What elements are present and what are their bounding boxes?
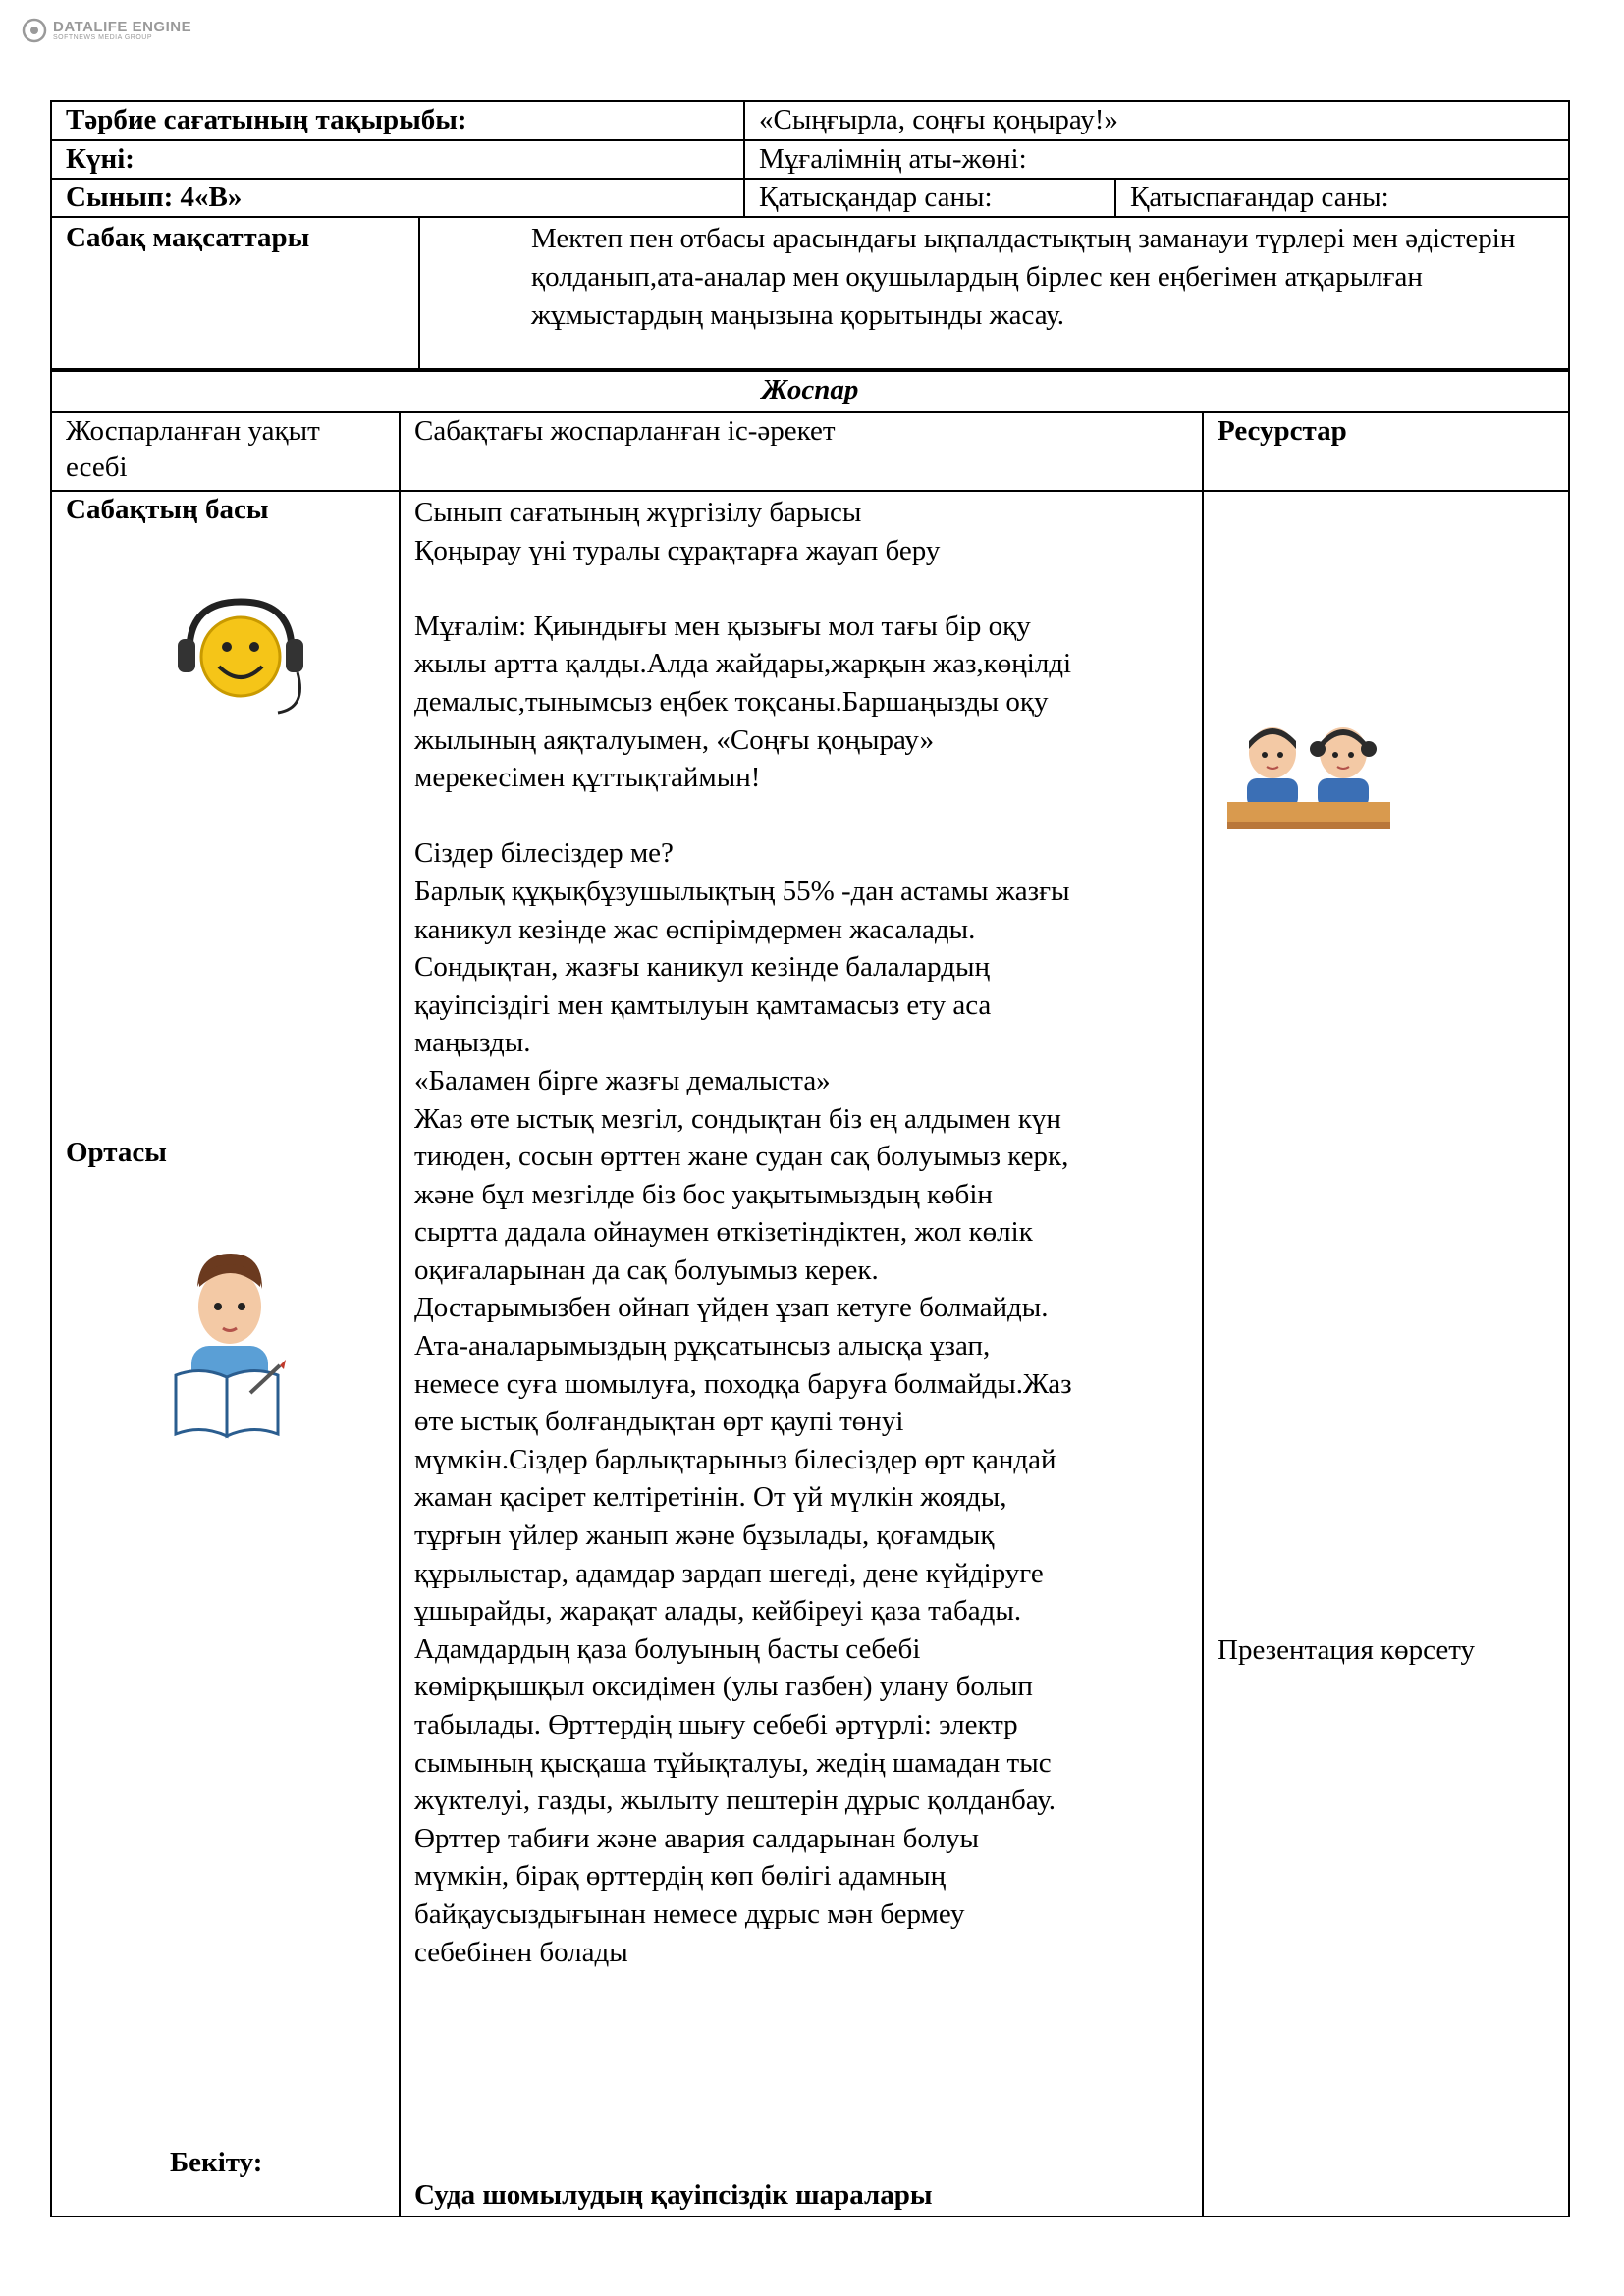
activity-line: және бұл мезгілде біз бос уақытымыздың көбін [414, 1178, 993, 1210]
activity-line: табылады. Өрттердің шығу себебі әртүрлі: электр [414, 1709, 1018, 1740]
activity-line: Сынып сағатының жүргізілу барысы [414, 497, 862, 528]
activity-line: байқаусыздығынан немесе дұрыс мән бермеу [414, 1897, 965, 1930]
activity-line: Достарымызбен ойнап үйден ұзап кетуге болмайды. [414, 1292, 1049, 1324]
activity-line: қауіпсіздігі мен қамтылуын қамтамасыз ету аса [414, 988, 992, 1021]
date-label: Күні: [51, 140, 744, 179]
column-header-resources: Ресурстар [1203, 412, 1569, 491]
topic-value: «Сыңғырла, соңғы қоңырау!» [744, 101, 1569, 140]
activity-line: сыртта дадала ойнаумен өткізетіндіктен, жол көлік [414, 1216, 1033, 1249]
goals-label: Сабақ мақсаттары [51, 217, 419, 369]
column-header-time: Жоспарланған уақыт есебі [51, 412, 400, 491]
lesson-plan-table [50, 370, 1570, 2217]
teacher-label: Мұғалімнің аты-жөні: [744, 140, 1569, 179]
activity-line: Сондықтан, жазғы каникул кезінде балалардың [414, 951, 990, 984]
activity-line: Қоңырау үні туралы сұрақтарға жауап беру [414, 534, 941, 566]
activity-line: сымының қысқаша тұйықталуы, жедің шамадан тыс [414, 1746, 1052, 1779]
activity-line: құрылыстар, адамдар зардап шегеді, дене күйдіруге [414, 1557, 1044, 1589]
watermark-name: DATALIFE ENGINE [53, 18, 192, 35]
stages-column [51, 491, 400, 2216]
activity-line: оқиғаларынан да сақ болуымыз керек. [414, 1254, 879, 1286]
activity-line [414, 797, 1188, 835]
activity-line: себебінен болады [414, 1936, 628, 1968]
activity-line: жылы артта қалды.Алда жайдары,жарқын жаз,көңілді [414, 648, 1072, 680]
present-count-label: Қатысқандар саны: [744, 179, 1115, 217]
activity-line: мүмкін, бірақ өрттердің көп бөлігі адамның [414, 1860, 947, 1893]
watermark-subtitle: SOFTNEWS MEDIA GROUP [53, 33, 153, 41]
smiley-headphones-icon [150, 590, 332, 722]
activity-line: демалыс,тынымсыз еңбек тоқсаны.Баршаңызды оқу [414, 685, 1049, 718]
activity-line: Жаз өте ыстық мезгіл, сондықтан біз ең алдымен күн [414, 1102, 1061, 1135]
activity-line: Барлық құқықбұзушылықтың 55% -дан астамы жазғы [414, 875, 1070, 907]
watermark [22, 18, 191, 43]
activity-line: көмірқышқыл оксидімен (улы газбен) улану болып [414, 1671, 1033, 1703]
activity-line: «Баламен бірге жазғы демалыста» [414, 1064, 831, 1096]
activity-line [414, 569, 1188, 608]
activity-line: жылының аяқталуымен, «Соңғы қоңырау» [414, 723, 935, 756]
eye-logo-icon [22, 18, 47, 43]
activity-line: Адамдардың қаза болуының басты себебі [414, 1632, 921, 1665]
activity-line: мерекесімен құттықтаймын! [414, 762, 761, 794]
class-label: Сынып: 4«В» [51, 179, 744, 217]
activity-text [414, 492, 1188, 1971]
activity-line: Ата-аналарымыздың рұқсатынсыз алысқа ұзап, [414, 1330, 991, 1362]
column-header-activity: Сабақтағы жоспарланған іс-әрекет [400, 412, 1203, 491]
plan-title: Жоспар [51, 371, 1569, 412]
boy-reading-book-icon [170, 1248, 288, 1444]
topic-label: Тәрбие сағатының тақырыбы: [51, 101, 744, 140]
stage-middle-label: Ортасы [66, 1137, 167, 1168]
activity-line: өте ыстық болғандықтан өрт қаупі төнуі [414, 1406, 904, 1438]
activity-line: тұрғын үйлер жанып және бұзылады, қоғамдық [414, 1520, 995, 1552]
activity-line: маңызды. [414, 1027, 531, 1059]
activity-line: жүктелуі, газды, жылыту пештерін дұрыс қолданбау. [414, 1785, 1056, 1817]
goals-text: Мектеп пен отбасы арасындағы ықпалдастықтың заманауи түрлері мен әдістерін қолданып,ата-аналар мен оқушылардың бірлес кен еңбегімен атқарылған жұмыстардың маңызына қорытынды жасау. [419, 217, 1569, 369]
pupils-at-desk-icon [1223, 720, 1395, 832]
activity-line: жаман қасірет келтіретінін. От үй мүлкін жояды, [414, 1481, 1007, 1514]
activity-column [400, 491, 1203, 2216]
stage-start-label: Сабақтың басы [66, 494, 269, 525]
absent-count-label: Қатыспағандар саны: [1115, 179, 1569, 217]
activity-line: Өрттер табиғи және авария салдарынан болуы [414, 1822, 980, 1854]
safety-heading: Суда шомылудың қауіпсіздік шаралары [414, 2179, 933, 2211]
activity-line: Сіздер білесіздер ме? [414, 837, 674, 870]
stage-end-label: Бекіту: [170, 2147, 263, 2178]
lesson-header-table [50, 100, 1570, 370]
resource-presentation: Презентация көрсету [1218, 1634, 1476, 1666]
activity-line: тиюден, сосын өрттен жане судан сақ болуымыз керк, [414, 1141, 1069, 1173]
resources-column [1203, 491, 1569, 2216]
activity-line: немесе суға шомылуға, походқа баруға болмайды.Жаз [414, 1367, 1072, 1400]
activity-line: ұшырайды, жарақат алады, кейбіреуі қаза табады. [414, 1595, 1022, 1628]
activity-line: каникул кезінде жас өспірімдермен жасалады. [414, 913, 976, 945]
activity-line: мүмкін.Сіздер барлықтарыныз білесіздер өрт қандай [414, 1443, 1056, 1475]
activity-line: Мұғалім: Қиындығы мен қызығы мол тағы бір оқу [414, 610, 1031, 642]
